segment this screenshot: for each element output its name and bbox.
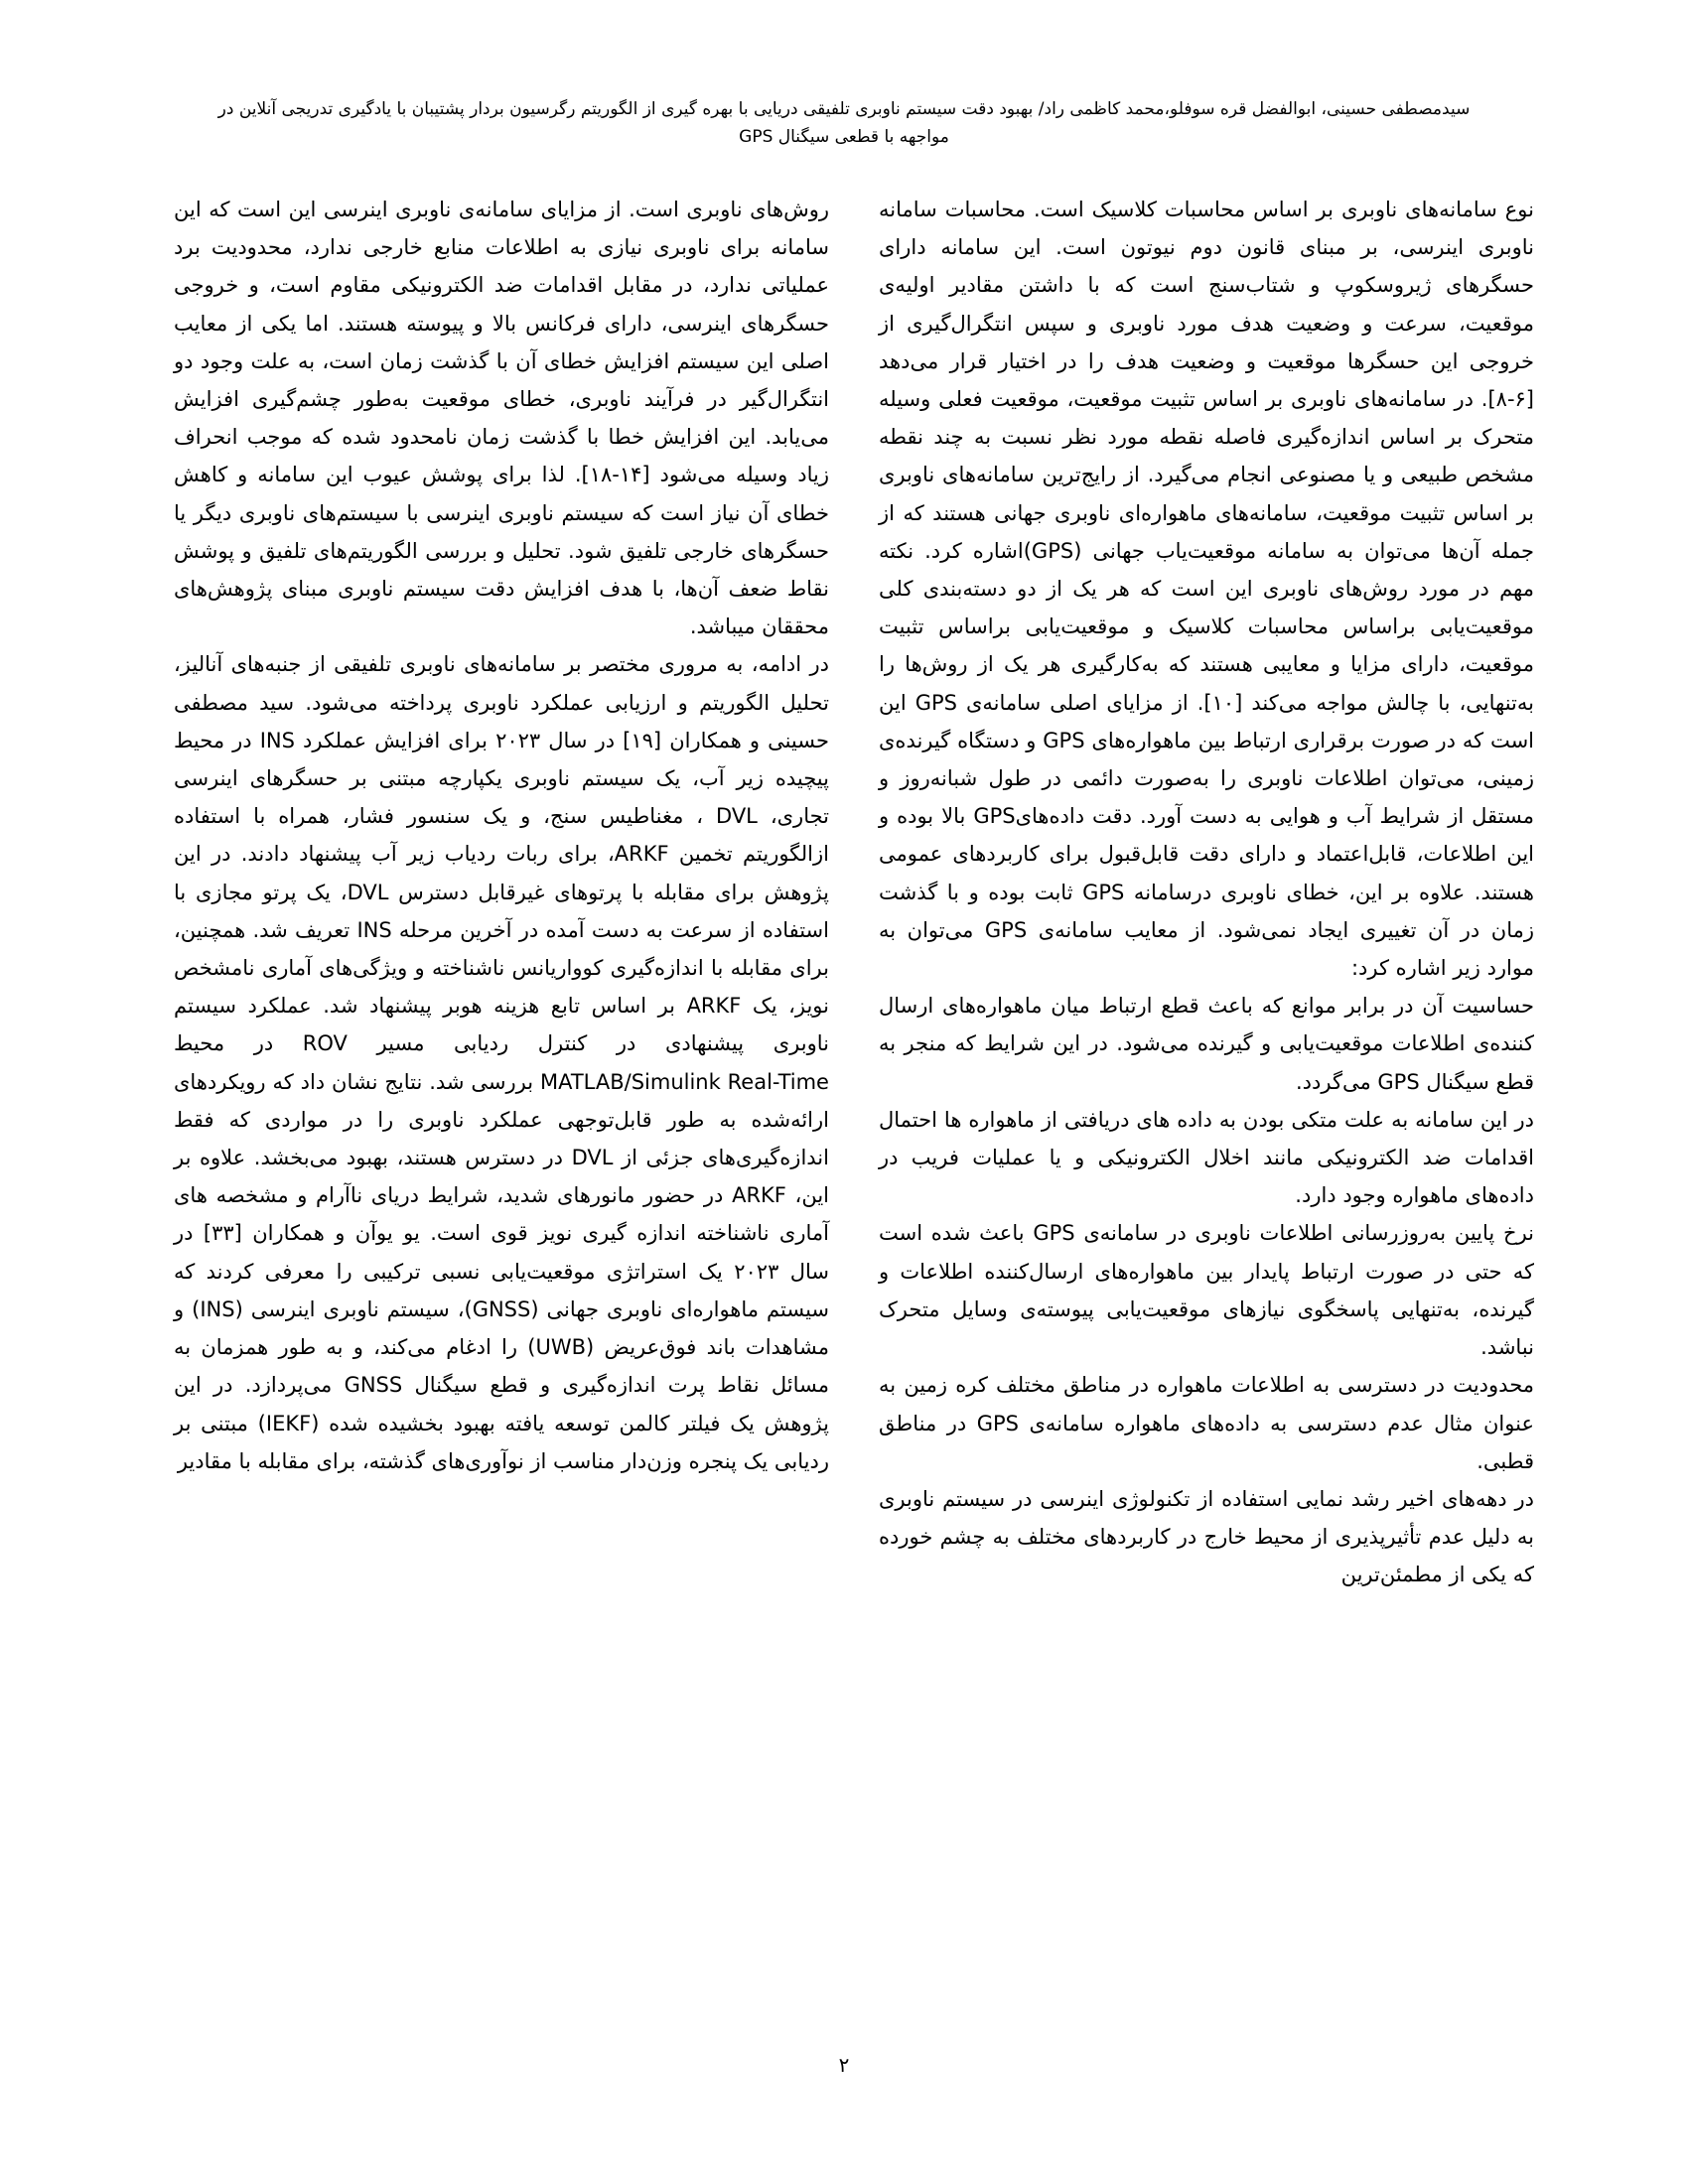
running-header [99, 95, 1589, 151]
paragraph: روش‌های ناوبری است. از مزایای سامانه‌ی ناوبری اینرسی این است که این سامانه برای ناوبری نیازی به اطلاعات منابع خارجی ندارد، محدودیت برد عملیاتی ندارد، در مقابل اقدامات ضد الکترونیکی مقاوم است، و خروجی حسگرهای اینرسی، دارای فرکانس بالا و پیوسته هستند. اما یکی از معایب اصلی این سیستم افزایش خطای آن با گذشت زمان است، به علت وجود دو انتگرال‌گیر در فرآیند ناوبری، خطای موقعیت به‌طور چشم‌گیری افزایش می‌یابد. این افزایش خطا با گذشت زمان نامحدود شده که موجب انحراف زیاد وسیله می‌شود [۱۴-۱۸]. لذا برای پوشش عیوب این سامانه و کاهش خطای آن نیاز است که سیستم ناوبری اینرسی با سیستم‌های ناوبری دیگر یا حسگرهای خارجی تلفیق شود. تحلیل و بررسی الگوریتم‌های تلفیق و پوشش نقاط ضعف آن‌ها، با هدف افزایش دقت سیستم ناوبری مبنای پژوهش‌های محققان میباشد. [174, 198, 829, 639]
left-column [174, 191, 829, 1480]
page-number: ۲ [838, 2053, 850, 2077]
running-header-line-2: مواجهه با قطعی سیگنال GPS [739, 127, 949, 147]
paragraph: نرخ پایین به‌روزرسانی اطلاعات ناوبری در سامانه‌ی GPS باعث شده است که حتی در صورت ارتباط پایدار بین ماهواره‌های ارسال‌کننده اطلاعات و گیرنده، به‌تنهایی پاسخگوی نیازهای موقعیت‌یابی پیوسته‌ی وسایل متحرک نباشد. [879, 1221, 1534, 1360]
paragraph: در ادامه، به مروری مختصر بر سامانه‌های ناوبری تلفیقی از جنبه‌های آنالیز، تحلیل الگوریتم و ارزیابی عملکرد ناوبری پرداخته می‌شود. سید مصطفی حسینی و همکاران [۱۹] در سال ۲۰۲۳ برای افزایش عملکرد INS در محیط پیچیده زیر آب، یک سیستم ناوبری یکپارچه مبتنی بر حسگرهای اینرسی تجاری، DVL ، مغناطیس سنج، و یک سنسور فشار، همراه با استفاده ازالگوریتم تخمین ARKF، برای ربات ردیاب زیر آب پیشنهاد دادند. در این پژوهش برای مقابله با پرتوهای غیرقابل دسترس DVL، یک پرتو مجازی با استفاده از سرعت به دست آمده در آخرین مرحله INS تعریف شد. همچنین، برای مقابله با اندازه‌گیری کوواریانس ناشناخته و ویژگی‌های آماری نامشخص نویز، یک ARKF بر اساس تابع هزینه هوبر پیشنهاد شد. عملکرد سیستم ناوبری پیشنهادی در کنترل ردیابی مسیر ROV در محیط MATLAB/Simulink Real-Time بررسی شد. نتایج نشان داد که رویکردهای ارائه‌شده به طور قابل‌توجهی عملکرد ناوبری را در مواردی که فقط اندازه‌گیری‌های جزئی از DVL در دسترس هستند، بهبود می‌بخشد. علاوه بر این، ARKF در حضور مانورهای شدید، شرایط دریای ناآرام و مشخصه های آماری ناشناخته اندازه گیری نویز قوی است. یو یوآن و همکاران [۳۳] در سال ۲۰۲۳ یک استراتژی موقعیت‌یابی نسبی ترکیبی را معرفی کردند که سیستم ماهواره‌ای ناوبری جهانی (GNSS)، سیستم ناوبری اینرسی (INS) و مشاهدات باند فوق‌عریض (UWB) را ادغام می‌کند، و به طور همزمان به مسائل نقاط پرت اندازه‌گیری و قطع سیگنال GNSS می‌پردازد. در این پژوهش یک فیلتر کالمن توسعه یافته بهبود بخشیده شده (IEKF) مبتنی بر ردیابی یک پنجره وزن‌دار مناسب از نوآوری‌های گذشته، برای مقابله با مقادیر [174, 652, 830, 1473]
paragraph: محدودیت در دسترسی به اطلاعات ماهواره در مناطق مختلف کره زمین به عنوان مثال عدم دسترسی به داده‌های ماهواره سامانه‌ی GPS در مناطق قطبی. [879, 1373, 1534, 1473]
paragraph: حساسیت آن در برابر موانع که باعث قطع ارتباط میان ماهواره‌های ارسال کننده‌ی اطلاعات موقعیت‌یابی و گیرنده می‌شود. در این شرایط که منجر به قطع سیگنال GPS می‌گردد. [879, 994, 1534, 1094]
right-column [879, 191, 1534, 1594]
paragraph: در دهه‌های اخیر رشد نمایی استفاده از تکنولوژی اینرسی در سیستم ناوبری به دلیل عدم تأثیرپذیری از محیط خارج در کاربردهای مختلف به چشم خورده که یکی از مطمئن‌ترین [879, 1486, 1534, 1587]
running-header-line-1: سیدمصطفی حسینی، ابوالفضل قره سوفلو،محمد کاظمی راد/ بهبود دقت سیستم ناوبری تلفیقی دریایی با بهره گیری از الگوریتم رگرسیون بردار پشتیبان با یادگیری تدریجی آنلاین در [217, 99, 1471, 119]
paragraph: نوع سامانه‌های ناوبری بر اساس محاسبات کلاسیک است. محاسبات سامانه ناوبری اینرسی، بر مبنای قانون دوم نیوتون است. این سامانه دارای حسگرهای ژیروسکوپ و شتاب‌سنج است که با داشتن مقادیر اولیه‌ی موقعیت، سرعت و وضعیت هدف مورد ناوبری و سپس انتگرال‌گیری از خروجی این حسگرها موقعیت و وضعیت هدف را در اختیار قرار می‌دهد [۶-۸]. در سامانه‌های ناوبری بر اساس تثبیت موقعیت، موقعیت فعلی وسیله متحرک بر اساس اندازه‌گیری فاصله نقطه مورد نظر نسبت به چند نقطه مشخص طبیعی و یا مصنوعی انجام می‌گیرد. از رایج‌ترین سامانه‌های ناوبری بر اساس تثبیت موقعیت، سامانه‌های ماهواره‌ای ناوبری جهانی هستند که از جمله آن‌ها می‌توان به سامانه موقعیت‌یاب جهانی (GPS)اشاره کرد. نکته مهم در مورد روش‌های ناوبری این است که هر یک از دو دسته‌بندی کلی موقعیت‌یابی براساس محاسبات کلاسیک و موقعیت‌یابی براساس تثبیت موقعیت، دارای مزایا و معایبی هستند که به‌کارگیری هر یک از روش‌ها را به‌تنهایی، با چالش مواجه می‌کند [۱۰]. از مزایای اصلی سامانه‌ی GPS این است که در صورت برقراری ارتباط بین ماهواره‌های GPS و دستگاه گیرنده‌ی زمینی، می‌توان اطلاعات ناوبری را به‌صورت دائمی در طول شبانه‌روز و مستقل از شرایط آب و هوایی به دست آورد. دقت داده‌هایGPS بالا بوده و این اطلاعات، قابل‌اعتماد و دارای دقت قابل‌قبول برای کاربردهای عمومی هستند. علاوه بر این، خطای ناوبری درسامانه GPS ثابت بوده و با گذشت زمان در آن تغییری ایجاد نمی‌شود. از معایب سامانه‌ی GPS می‌توان به موارد زیر اشاره کرد: [879, 198, 1535, 981]
paragraph: در این سامانه به علت متکی بودن به داده های دریافتی از ماهواره ها احتمال اقدامات ضد الکترونیکی مانند اخلال الکترونیکی و یا عملیات فریب در داده‌های ماهواره وجود دارد. [879, 1107, 1534, 1208]
